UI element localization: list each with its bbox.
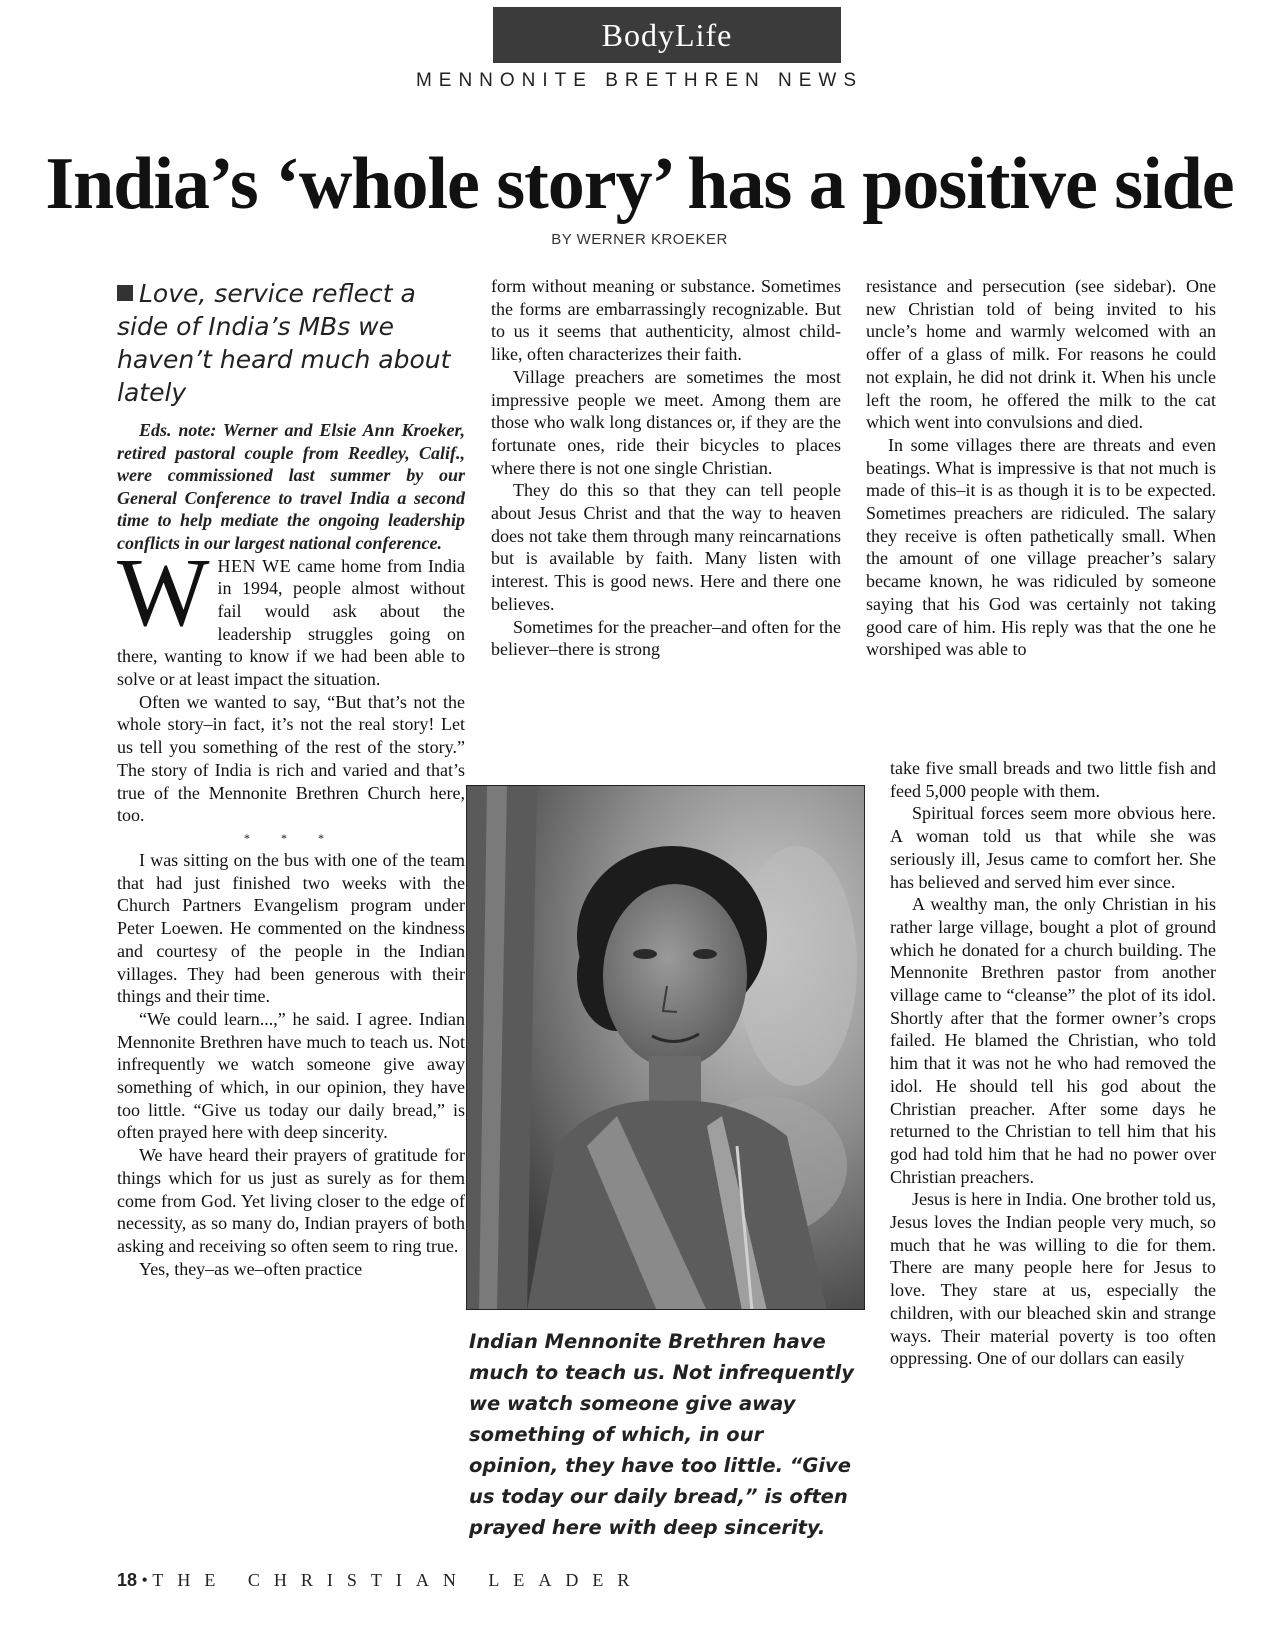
- paragraph: In some villages there are threats and even beatings. What is impressive is that not much is made of this–it is as though it is to be expected. Sometimes preachers are ridiculed. The salary they receive is often pathetically small. When the amount of one village preacher’s salary became known, he was ridiculed by someone saying that his God was certainly not taking good care of him. His reply was that the one he worshiped was able to: [866, 434, 1216, 660]
- paragraph: form without meaning or substance. Sometimes the forms are embarrassingly recognizable. But to us it seems that authenticity, almost child-like, often characterizes their faith.: [491, 276, 841, 365]
- square-bullet-icon: [117, 285, 133, 301]
- footer-bullet: •: [141, 1570, 148, 1590]
- article-deck: [117, 277, 465, 409]
- paragraph: Jesus is here in India. One brother told us, Jesus loves the Indian people very much, so much that he was willing to die for them. There are many people here for Jesus to love. They stare at us, especially the children, with our bleached skin and strange ways. Their material poverty is too often oppressing. One of our dollars can easily: [890, 1189, 1216, 1369]
- page-number: 18: [117, 1570, 138, 1590]
- paragraph: Spiritual forces seem more obvious here. A woman told us that while she was seriously ill, Jesus came to comfort her. She has believed and served him ever since.: [890, 803, 1216, 892]
- article-column-2: [491, 275, 841, 661]
- section-subtitle: MENNONITE BRETHREN NEWS: [415, 70, 864, 91]
- section-title: BodyLife: [601, 17, 733, 53]
- paragraph: resistance and persecution (see sidebar). One new Christian told of being invited to his uncle’s home and warmly welcomed with an offer of a glass of milk. For reasons he could not explain, he did not drink it. When his uncle left the room, he offered the milk to the cat which went into convulsions and died.: [866, 276, 1216, 433]
- portrait-photo-illustration: [467, 786, 865, 1310]
- article-headline: India’s ‘whole story’ has a positive side: [45, 143, 1234, 225]
- article-photo: [466, 785, 865, 1310]
- paragraph: “We could learn...,” he said. I agree. Indian Mennonite Brethren have much to teach us. Not infrequently we watch someone give away something of which, in our opinion, they have too little. “Give us today our daily bread,” is often prayed here with deep sincerity.: [117, 1008, 465, 1143]
- editor-note: Eds. note: Werner and Elsie Ann Kroeker, retired pastoral couple from Reedley, Calif., were commissioned last summer by our General Conference to travel India a second time to help mediate the ongoing leadership conflicts in our largest national conference.: [117, 420, 465, 553]
- paragraph: Yes, they–as we–often practice: [139, 1258, 363, 1279]
- lead-text: came home from India in 1994, people almost without fail would ask about the leadership struggles going on there, wanting to know if we had been able to solve or at least impact the situation.: [117, 555, 465, 690]
- paragraph: take five small breads and two little fish and feed 5,000 people with them.: [890, 758, 1216, 801]
- article-byline: BY WERNER KROEKER: [551, 231, 728, 248]
- section-separator: * * *: [244, 831, 338, 845]
- deck-text: Love, service reflect a side of India’s MBs we haven’t heard much about lately: [117, 279, 451, 407]
- publication-name: THE CHRISTIAN LEADER: [152, 1570, 644, 1590]
- paragraph: We have heard their prayers of gratitude for things which for us just as surely as for them come from God. Yet living closer to the edge of necessity, as so many do, Indian prayers of both asking and receiving so often seem to ring true.: [117, 1145, 465, 1256]
- page-footer: [117, 1570, 643, 1591]
- paragraph: I was sitting on the bus with one of the team that had just finished two weeks with the Church Partners Evangelism program under Peter Loewen. He commented on the kindness and courtesy of the people in the Indian villages. They had been generous with their things and their time.: [117, 850, 465, 1007]
- photo-caption: Indian Mennonite Brethren have much to teach us. Not infrequently we watch someone give away something of which, in our opinion, they have too little. “Give us today our daily bread,” is often prayed here with deep sincerity.: [469, 1330, 854, 1539]
- article-column-1: [117, 277, 465, 1280]
- lead-caps: HEN WE: [217, 555, 292, 576]
- section-banner: [493, 7, 841, 63]
- paragraph: Sometimes for the preacher–and often for the believer–there is strong: [491, 616, 841, 660]
- drop-cap: W: [117, 538, 210, 647]
- article-column-3: [866, 275, 1216, 661]
- article-column-3-wrap: [890, 757, 1216, 1370]
- lead-paragraph: [117, 538, 465, 691]
- paragraph: Often we wanted to say, “But that’s not the whole story–in fact, it’s not the real story! Let us tell you something of the rest of the story.” The story of India is rich and varied and that’s true of the Mennonite Brethren Church here, too.: [117, 691, 465, 826]
- paragraph: They do this so that they can tell people about Jesus Christ and that the way to heaven does not take them through many reincarnations but is available by faith. Many listen with interest. This is good news. Here and there one believes.: [491, 480, 841, 614]
- paragraph: Village preachers are sometimes the most impressive people we meet. Among them are those who walk long distances or, if they are the fortunate ones, ride their bicycles to places where there is not one single Christian.: [491, 366, 841, 478]
- paragraph: A wealthy man, the only Christian in his rather large village, bought a plot of ground which he donated for a church building. The Mennonite Brethren pastor from another village came to “cleanse” the plot of its idol. Shortly after that the former owner’s crops failed. He blamed the Christian, who told him that it was not he who had removed the idol. He should tell his god about the Christian preacher. After some days he returned to the Christian to tell him that his god had told him that he had no power over Christian preachers.: [890, 894, 1216, 1187]
